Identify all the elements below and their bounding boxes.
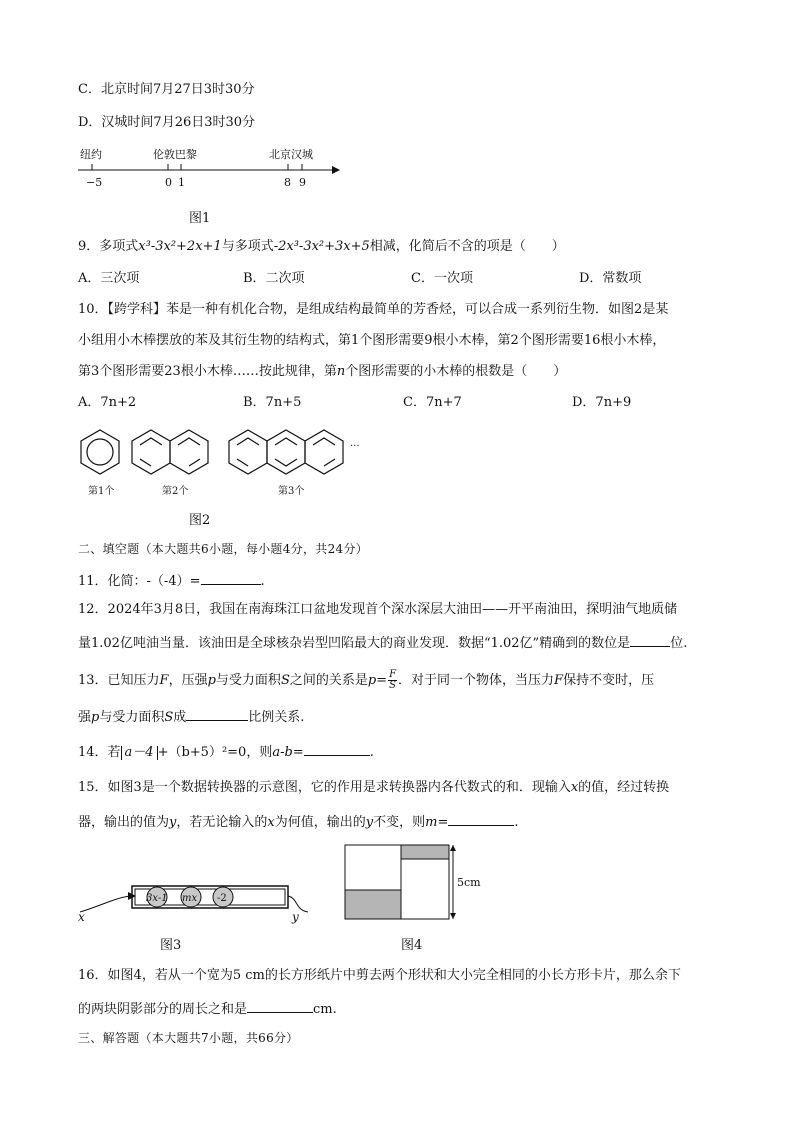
q15-end: . <box>514 815 519 830</box>
q13-text: 与受力面积 <box>99 710 165 725</box>
figure1-number-line <box>70 142 350 194</box>
dimension-arrow-top <box>450 845 456 851</box>
q13-var-s: S <box>164 710 174 725</box>
q14 <box>78 741 374 763</box>
figure2-label-1: 第1个 <box>88 486 115 497</box>
shaded-part-bottom <box>345 890 401 919</box>
tick-label: 9 <box>299 176 306 189</box>
benzene-inner-bond <box>237 438 259 445</box>
city-label-london-paris: 伦敦巴黎 <box>153 148 197 161</box>
q13-var-f: F <box>159 673 169 688</box>
q12-line2-text: 量1.02亿吨油当量．该油田是全球核杂岩型凹陷最大的商业发现．数据“1.02亿”精确到的数位是 <box>78 636 631 651</box>
term-label-2: mx <box>182 893 198 904</box>
q10-line1: 10．【跨学科】苯是一种有机化合物，是组成结构最简单的芳香烃，可以合成一系列衍生物．如图2是某 <box>78 302 669 317</box>
q10-line3 <box>78 362 566 382</box>
q14-text: +（b+5）²=0，则 <box>157 745 273 760</box>
figure3-caption: 图3 <box>160 938 182 953</box>
q9-stem-a: 9．多项式 <box>78 239 139 254</box>
q9-option-c: C．一次项 <box>411 271 473 286</box>
benzene-ring <box>229 430 267 474</box>
q13-var-s: S <box>280 673 290 688</box>
q16-line2 <box>78 998 337 1020</box>
q15-var-y: y <box>365 815 374 830</box>
q10-line3a: 第3个图形需要23根小木棒……按此规律，第 <box>78 364 337 379</box>
benzene-inner-bond <box>275 438 297 445</box>
q13-line2 <box>78 706 304 728</box>
benzene-inner-bond <box>324 459 335 466</box>
term-label-1: 3x-1 <box>146 893 168 904</box>
figure1-caption: 图1 <box>189 211 211 226</box>
benzene-ring <box>267 430 305 474</box>
q13-text: 与受力面积 <box>215 673 281 688</box>
q10-n: n <box>336 364 346 379</box>
benzene-ring <box>132 430 170 474</box>
section3-heading: 三、解答题（本大题共7小题，共66分） <box>78 1031 299 1045</box>
q16-unit: cm. <box>313 1002 337 1017</box>
q8-option-c: C．北京时间7月27日3时30分 <box>78 82 255 97</box>
benzene-inner-bond <box>237 459 248 466</box>
benzene-inner-bond <box>313 438 335 445</box>
figure4-rectangle <box>340 840 490 926</box>
figure2-label-3: 第3个 <box>278 486 305 497</box>
benzene-ring <box>170 430 208 474</box>
q9-stem-b: 与多项式 <box>221 239 274 254</box>
q9-option-b: B．二次项 <box>243 271 305 286</box>
q14-end: . <box>369 745 374 760</box>
q13-text: 保持不变时，压 <box>563 673 655 688</box>
q12-line1: 12．2024年3月8日，我国在南海珠江口盆地发现首个深水深层大油田——开平南油田，探明油气地质储 <box>78 602 678 617</box>
benzene-inner-bond <box>189 459 200 466</box>
q10-option-a: A．7n+2 <box>78 395 137 410</box>
q10-line2: 小组用小木棒摆放的苯及其衍生物的结构式，第1个图形需要9根小木棒，第2个图形需要16根小木棒， <box>78 333 666 348</box>
q13-frac-num: F <box>389 669 397 680</box>
q15-line1 <box>78 778 669 798</box>
q15-text: 15．如图3是一个数据转换器的示意图，它的作用是求转换器内各代数式的和．现输入 <box>78 780 571 795</box>
q11-text: 11．化简：-（-4）= <box>78 574 201 589</box>
dimension-arrow-bottom <box>450 913 456 919</box>
dimension-label: 5cm <box>457 876 481 889</box>
tick-label: 8 <box>284 176 291 189</box>
q11-end: . <box>260 574 265 589</box>
q15-ask: m= <box>425 815 449 830</box>
tick-label: 1 <box>178 176 185 189</box>
q13-var-f: F <box>554 673 564 688</box>
q13-fraction <box>388 670 397 691</box>
q13-formula-lhs: p= <box>367 673 388 688</box>
q12-answer-blank[interactable] <box>630 632 670 647</box>
q16-text: 的两块阴影部分的周长之和是 <box>78 1002 248 1017</box>
q13-line1 <box>78 668 654 694</box>
q11 <box>78 570 265 592</box>
q15-text: ，若无论输入的 <box>176 815 268 830</box>
q13-var-p: p <box>207 673 216 688</box>
q14-absolute-value: a－4 <box>121 746 158 760</box>
q16-answer-blank[interactable] <box>247 998 313 1013</box>
q13-text: 强 <box>78 710 92 725</box>
q13-frac-den: S <box>389 680 396 691</box>
q15-text: 的值，经过转换 <box>578 780 670 795</box>
q13-text: 成 <box>173 710 187 725</box>
q9-expr1: x³-3x²+2x+1 <box>138 239 222 254</box>
q15-var-y: y <box>169 815 177 830</box>
q10-option-c: C．7n+7 <box>403 395 462 410</box>
q15-text: 不变，则 <box>373 815 426 830</box>
figure2-ellipsis: ... <box>350 438 360 449</box>
q10-option-d: D．7n+9 <box>572 395 632 410</box>
q9-stem <box>78 237 565 257</box>
q15-answer-blank[interactable] <box>448 811 514 826</box>
benzene-inner-bond <box>275 459 297 466</box>
q15-text: 为何值，输出的 <box>274 815 366 830</box>
input-label: x <box>78 910 85 924</box>
benzene-inner-circle <box>87 439 113 465</box>
q12-line2 <box>78 632 687 654</box>
q16-line1: 16．如图4，若从一个宽为5 cm的长方形纸片中剪去两个形状和大小完全相同的小长方形卡片，那么余下 <box>78 968 681 983</box>
q13-text: 13．已知压力 <box>78 673 160 688</box>
q13-text: 之间的关系是 <box>289 673 368 688</box>
output-label: y <box>292 910 299 924</box>
shaded-part-top <box>401 845 449 859</box>
q12-end: 位. <box>670 636 688 651</box>
city-label-newyork: 纽约 <box>80 148 102 161</box>
q15-line2 <box>78 811 519 833</box>
q15-var-x: x <box>267 815 275 830</box>
figure3-converter <box>70 876 310 924</box>
q14-answer-blank[interactable] <box>304 741 370 756</box>
q13-answer-blank[interactable] <box>186 706 248 721</box>
figure2-label-2: 第2个 <box>162 486 189 497</box>
city-label-beijing-seoul: 北京汉城 <box>269 148 313 161</box>
q13-var-p: p <box>91 710 100 725</box>
q8-option-d: D．汉城时间7月26日3时30分 <box>78 115 256 130</box>
q10-option-b: B．7n+5 <box>243 395 302 410</box>
benzene-ring <box>305 430 343 474</box>
q14-text: 14．若 <box>78 745 121 760</box>
q9-option-a: A．三次项 <box>78 271 140 286</box>
figure2-benzene-structures <box>70 424 370 500</box>
benzene-inner-bond <box>140 438 162 445</box>
section2-heading: 二、填空题（本大题共6小题，每小题4分，共24分） <box>78 542 369 556</box>
q14-ask: a-b= <box>272 745 304 760</box>
q13-text: ．对于同一个物体，当压力 <box>398 673 555 688</box>
q15-text: 器，输出的值为 <box>78 815 170 830</box>
benzene-inner-bond <box>140 459 151 466</box>
figure2-caption: 图2 <box>189 513 211 528</box>
figure4-caption: 图4 <box>401 938 423 953</box>
q9-expr2: -2x³-3x²+3x+5 <box>273 239 370 254</box>
q13-text: 比例关系. <box>248 710 305 725</box>
q10-line3b: 个图形需要的小木棒的根数是（ ） <box>345 364 567 379</box>
axis-arrow <box>332 166 340 174</box>
term-label-3: -2 <box>217 893 227 904</box>
tick-label: 0 <box>165 176 172 189</box>
q11-answer-blank[interactable] <box>201 570 261 585</box>
benzene-inner-bond <box>178 438 200 445</box>
q9-stem-c: 相减，化简后不含的项是（ ） <box>369 239 565 254</box>
tick-label: −5 <box>86 176 103 189</box>
q9-option-d: D．常数项 <box>579 271 642 286</box>
q13-text: ，压强 <box>168 673 208 688</box>
input-arrow <box>80 896 130 912</box>
q15-var-x: x <box>570 780 579 795</box>
